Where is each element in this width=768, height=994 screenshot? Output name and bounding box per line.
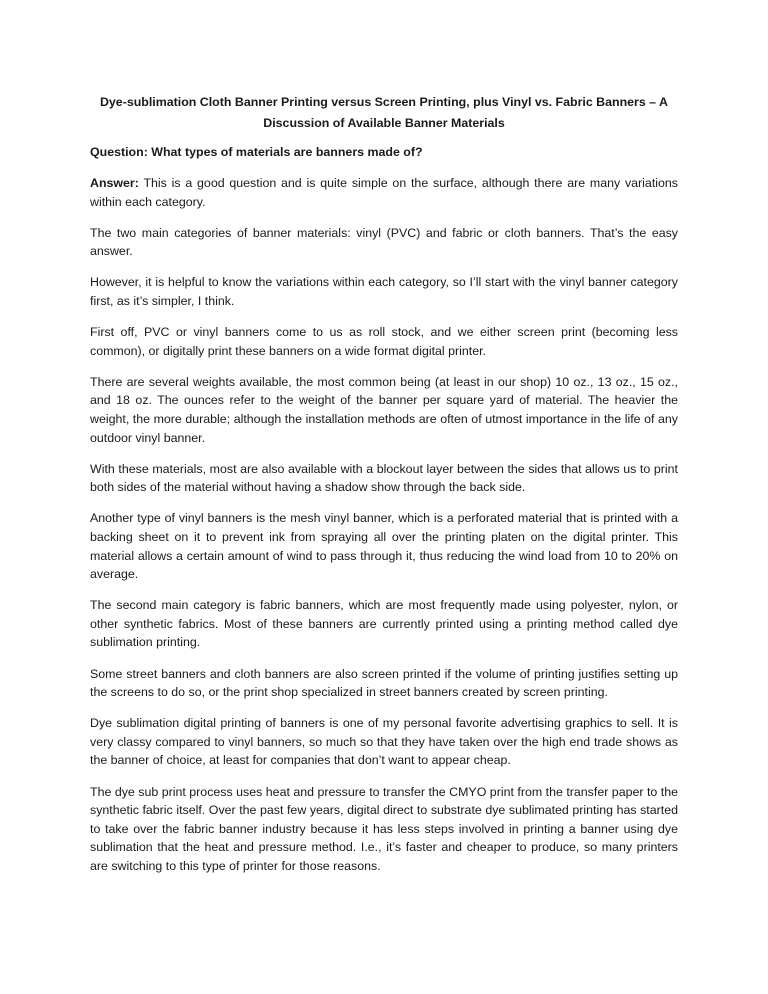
document-title: Dye-sublimation Cloth Banner Printing versus Screen Printing, plus Vinyl vs. Fabric Banners – A Discussion of Available Banner Materials [99,95,669,130]
body-paragraph-2: However, it is helpful to know the variations within each category, so I’ll start with the vinyl banner category first, as it’s simpler, I think. [90,275,678,309]
body-paragraph-5: With these materials, most are also available with a blockout layer between the sides that allows us to print both sides of the material without having a shadow show through the back side. [90,461,678,495]
body-paragraph-7: The second main category is fabric banners, which are most frequently made using polyester, nylon, or other synthetic fabrics. Most of these banners are currently printed using a printing method called dye sublimation printing. [90,598,678,650]
body-paragraph-10: The dye sub print process uses heat and pressure to transfer the CMYO print from the transfer paper to the synthetic fabric itself. Over the past few years, digital direct to substrate dye sublimated printing has started to take over the fabric banner industry because it has less steps involved in printing a banner using dye sublimation that the heat and pressure method. I.e., it’s faster and cheaper to produce, so many printers are switching to this type of printer for those reasons. [90,784,678,873]
answer-label: Answer: [90,176,139,191]
body-paragraph-8: Some street banners and cloth banners are also screen printed if the volume of printing justifies setting up the screens to do so, or the print shop specialized in street banners created by screen printing. [90,666,678,700]
document-body [90,92,678,888]
body-paragraph-4: There are several weights available, the most common being (at least in our shop) 10 oz., 13 oz., 15 oz., and 18 oz. The ounces refer to the weight of the banner per square yard of material. The heavier the weight, the more durable; although the installation methods are often of utmost importance in the life of any outdoor vinyl banner. [90,374,678,445]
body-paragraph-1: The two main categories of banner materials: vinyl (PVC) and fabric or cloth banners. That’s the easy answer. [90,225,678,259]
body-paragraph-3: First off, PVC or vinyl banners come to us as roll stock, and we either screen print (becoming less common), or digitally print these banners on a wide format digital printer. [90,325,678,358]
body-paragraph-6: Another type of vinyl banners is the mesh vinyl banner, which is a perforated material that is printed with a backing sheet on it to prevent ink from spraying all over the printing platen on the digital printer. This material allows a certain amount of wind to pass through it, thus reducing the wind load from 10 to 20% on average. [90,511,678,582]
question-heading: Question: What types of materials are banners made of? [90,145,423,159]
answer-text: This is a good question and is quite simple on the surface, although there are many variations within each category. [90,176,678,209]
answer-paragraph [90,174,678,211]
body-paragraph-9: Dye sublimation digital printing of banners is one of my personal favorite advertising graphics to sell. It is very classy compared to vinyl banners, so much so that they have taken over the high end trade shows as the banner of choice, at least for companies that don’t want to appear cheap. [90,716,678,768]
